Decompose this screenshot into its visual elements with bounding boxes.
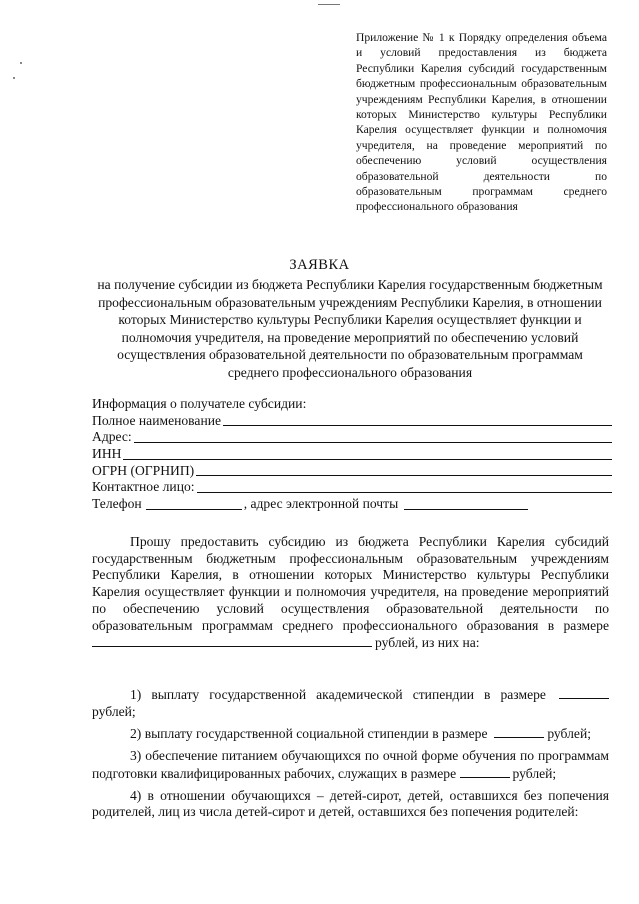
full-name-row [92,413,612,430]
inn-row [92,446,612,463]
recipient-info-section [92,396,612,513]
item-2-amount-field[interactable] [494,725,544,738]
list-item [92,686,609,720]
list-item [92,788,609,821]
address-label: Адрес: [92,429,132,445]
item-1-suffix: рублей; [92,703,136,719]
request-amount-suffix: рублей, из них на: [375,635,480,651]
item-1-text: 1) выплату государственной академической стипендии в размере [130,687,546,702]
ogrn-label: ОГРН (ОГРНИП) [92,462,195,478]
item-3-suffix: рублей; [512,765,557,781]
recipient-heading: Информация о получателе субсидии: [92,395,307,411]
scan-speck [20,62,22,64]
phone-field[interactable] [146,497,242,510]
contact-label: Контактное лицо: [92,479,195,495]
item-3-text: 3) обеспечение питанием обучающихся по очной форме обучения по программам подготовки квалифицированных рабочих, служащих в размере [92,748,609,781]
item-2-text: 2) выплату государственной социальной стипендии в размере [130,726,488,742]
contact-row [92,479,612,496]
ogrn-field[interactable] [196,463,612,476]
list-item [92,748,609,782]
item-2-suffix: рублей; [547,726,591,742]
phone-label: Телефон [92,496,142,512]
address-row [92,429,612,446]
ogrn-row [92,463,612,480]
contact-field[interactable] [197,480,612,493]
request-text: Прошу предоставить субсидию из бюджета Республики Карелия субсидий государственным бюджетным профессиональным образовательным учреждениям Республики Карелия, в отношении которых Министерство культуры Республики Карелия осуществляет функции и полномочия учредителя, на проведение мероприятий по обеспечению условий осуществления образовательной деятельности по образовательным программам среднего профессионального образования в размере [92,534,609,633]
phone-email-row [92,496,612,513]
item-3-amount-field[interactable] [460,765,510,778]
item-4-text: 4) в отношении обучающихся – детей-сирот, детей, оставшихся без попечения родителей, лиц из числа детей-сирот и детей, оставшихся без попечения родителей: [92,787,609,820]
address-field[interactable] [134,430,612,443]
email-field[interactable] [404,497,528,510]
list-item [92,725,609,743]
full-name-field[interactable] [223,413,612,426]
document-subtitle: на получение субсидии из бюджета Республики Карелия государственным бюджетным профессиональным образовательным учреждениям Республики Карелия, в отношении которых Министерство культуры Республики Карелия осуществляет функции и полномочия учредителя, на проведение мероприятий по обеспечению условий осуществления образовательной деятельности по образовательным программам среднего профессионального образования [97,277,603,380]
items-list [92,686,609,826]
scan-speck [13,77,15,79]
document-title: ЗАЯВКА [289,257,350,273]
annex-text: Приложение № 1 к Порядку определения объема и условий предоставления из бюджета Республики Карелия субсидий государственным бюджетным профессиональным образовательным учреждениям Республики Карелия, в отношении которых Министерство культуры Республики Карелия осуществляет функции и полномочия учредителя, на проведение мероприятий по обеспечению условий осуществления образовательной деятельности по образовательным программам среднего профессионального образования [356,31,607,214]
scan-mark [318,4,340,5]
email-label: , адрес электронной почты [243,496,399,512]
request-paragraph [92,534,609,652]
item-1-amount-field[interactable] [559,686,609,699]
annex-note [356,30,607,215]
full-name-label: Полное наименование [92,412,222,428]
inn-label: ИНН [92,446,122,462]
recipient-heading-row [92,396,612,413]
total-amount-field[interactable] [92,634,372,647]
inn-field[interactable] [123,447,612,460]
